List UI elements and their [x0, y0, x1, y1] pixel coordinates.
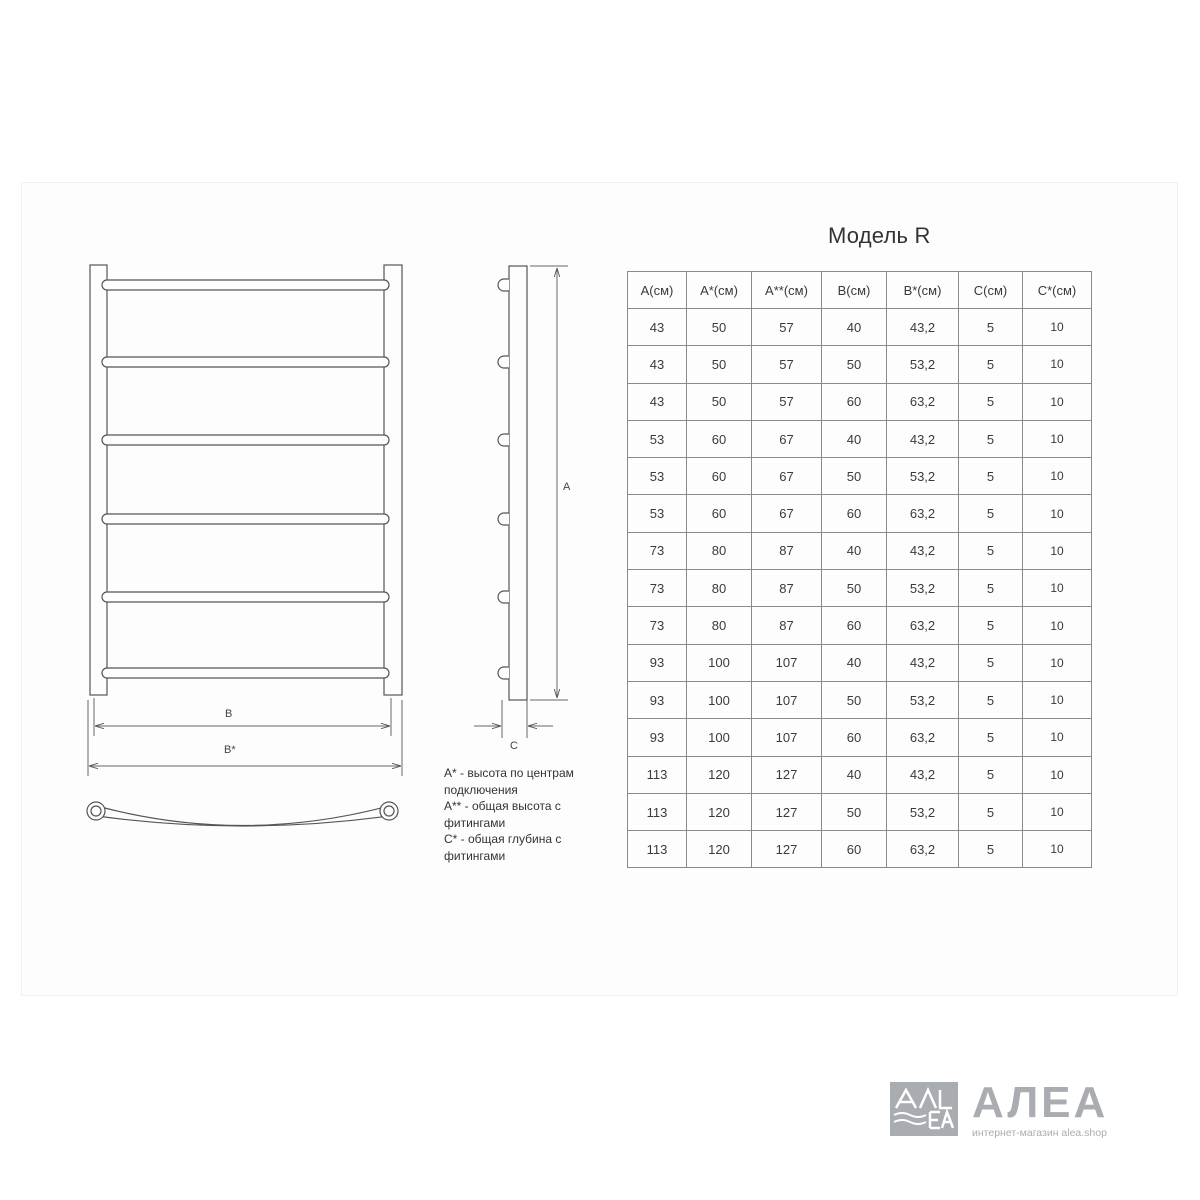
table-cell: 5	[959, 719, 1023, 756]
table-cell: 120	[687, 756, 752, 793]
table-row	[628, 681, 1092, 718]
table-row	[628, 458, 1092, 495]
table-cell: 53,2	[887, 458, 959, 495]
table-cell: 10	[1023, 495, 1092, 532]
table-cell: 53,2	[887, 346, 959, 383]
rung	[102, 514, 389, 524]
side-post	[509, 266, 527, 700]
note-c-star: C* - общая глубина с фитингами	[444, 832, 562, 863]
table-cell: 10	[1023, 309, 1092, 346]
table-cell: 53,2	[887, 570, 959, 607]
table-cell: 60	[687, 495, 752, 532]
note-a-star: A* - высота по центрам подключения	[444, 766, 574, 797]
table-cell: 50	[822, 346, 887, 383]
table-cell: 67	[752, 458, 822, 495]
table-cell: 93	[628, 719, 687, 756]
rung	[102, 592, 389, 602]
table-row	[628, 719, 1092, 756]
table-cell: 40	[822, 644, 887, 681]
table-cell: 43,2	[887, 420, 959, 457]
table-cell: 63,2	[887, 607, 959, 644]
table-cell: 10	[1023, 607, 1092, 644]
table-cell: 43,2	[887, 756, 959, 793]
table-row	[628, 644, 1092, 681]
label-c: C	[510, 740, 518, 752]
table-row	[628, 607, 1092, 644]
table-cell: 63,2	[887, 383, 959, 420]
table-row	[628, 383, 1092, 420]
table-cell: 53	[628, 495, 687, 532]
table-cell: 5	[959, 532, 1023, 569]
table-cell: 5	[959, 458, 1023, 495]
table-cell: 80	[687, 570, 752, 607]
table-cell: 5	[959, 383, 1023, 420]
table-cell: 43,2	[887, 644, 959, 681]
note-a-double-star: A** - общая высота с фитингами	[444, 799, 561, 830]
table-row	[628, 831, 1092, 868]
rung-stub	[498, 513, 509, 525]
table-cell: 5	[959, 495, 1023, 532]
table-cell: 60	[822, 383, 887, 420]
rung-stub	[498, 591, 509, 603]
table-cell: 60	[687, 420, 752, 457]
table-cell: 50	[822, 793, 887, 830]
table-cell: 50	[822, 458, 887, 495]
table-cell: 10	[1023, 458, 1092, 495]
table-cell: 10	[1023, 346, 1092, 383]
table-cell: 50	[687, 346, 752, 383]
table-cell: 10	[1023, 644, 1092, 681]
table-cell: 40	[822, 420, 887, 457]
label-b: B	[225, 708, 233, 720]
header-b-star: B*(см)	[887, 272, 959, 309]
table-cell: 53	[628, 420, 687, 457]
table-row	[628, 793, 1092, 830]
table-cell: 10	[1023, 719, 1092, 756]
table-row	[628, 756, 1092, 793]
header-a: A(см)	[628, 272, 687, 309]
table-cell: 5	[959, 644, 1023, 681]
label-b-star: B*	[224, 744, 236, 756]
table-cell: 57	[752, 383, 822, 420]
table-cell: 107	[752, 681, 822, 718]
table-body	[628, 309, 1092, 868]
rung-stub	[498, 356, 509, 368]
table-cell: 5	[959, 793, 1023, 830]
table-header-row	[628, 272, 1092, 309]
top-view	[87, 802, 398, 826]
table-cell: 127	[752, 756, 822, 793]
header-b: B(см)	[822, 272, 887, 309]
table-cell: 113	[628, 756, 687, 793]
table-cell: 5	[959, 309, 1023, 346]
table-cell: 40	[822, 309, 887, 346]
table-cell: 80	[687, 532, 752, 569]
table-cell: 60	[822, 607, 887, 644]
table-cell: 50	[687, 383, 752, 420]
table-cell: 10	[1023, 793, 1092, 830]
table-cell: 5	[959, 570, 1023, 607]
table-cell: 5	[959, 607, 1023, 644]
rung-stub	[498, 279, 509, 291]
header-a-star: A*(см)	[687, 272, 752, 309]
table-cell: 127	[752, 793, 822, 830]
table-cell: 107	[752, 719, 822, 756]
table-cell: 107	[752, 644, 822, 681]
table-cell: 113	[628, 793, 687, 830]
table-cell: 40	[822, 756, 887, 793]
table-cell: 113	[628, 831, 687, 868]
table-cell: 60	[822, 831, 887, 868]
table-cell: 73	[628, 607, 687, 644]
table-cell: 93	[628, 681, 687, 718]
table-row	[628, 495, 1092, 532]
table-cell: 40	[822, 532, 887, 569]
logo-name: АЛЕА	[972, 1078, 1109, 1127]
table-cell: 5	[959, 681, 1023, 718]
table-cell: 120	[687, 831, 752, 868]
table-cell: 53	[628, 458, 687, 495]
table-cell: 100	[687, 681, 752, 718]
side-stubs	[498, 279, 509, 679]
table-cell: 10	[1023, 570, 1092, 607]
table-cell: 5	[959, 346, 1023, 383]
table-cell: 63,2	[887, 719, 959, 756]
table-cell: 53,2	[887, 793, 959, 830]
table-cell: 5	[959, 831, 1023, 868]
table-cell: 43,2	[887, 532, 959, 569]
rung	[102, 280, 389, 290]
table-row	[628, 346, 1092, 383]
table-cell: 63,2	[887, 495, 959, 532]
side-view	[498, 266, 527, 700]
rung	[102, 668, 389, 678]
table-row	[628, 420, 1092, 457]
table-row	[628, 309, 1092, 346]
table-cell: 120	[687, 793, 752, 830]
table-cell: 67	[752, 420, 822, 457]
table-cell: 50	[687, 309, 752, 346]
table-cell: 60	[822, 719, 887, 756]
table-cell: 60	[687, 458, 752, 495]
logo-subtitle: интернет-магазин alea.shop	[972, 1127, 1107, 1139]
left-post	[90, 265, 107, 695]
table-cell: 43	[628, 383, 687, 420]
dimension-notes	[444, 765, 614, 864]
table-cell: 127	[752, 831, 822, 868]
rung-stub	[498, 667, 509, 679]
table-cell: 57	[752, 346, 822, 383]
table-cell: 10	[1023, 383, 1092, 420]
table-cell: 100	[687, 719, 752, 756]
table-cell: 50	[822, 681, 887, 718]
size-table	[627, 271, 1092, 868]
rungs	[102, 280, 389, 678]
table-cell: 5	[959, 420, 1023, 457]
table-cell: 67	[752, 495, 822, 532]
table-cell: 10	[1023, 831, 1092, 868]
table-cell: 100	[687, 644, 752, 681]
table-cell: 87	[752, 570, 822, 607]
logo-mark-icon	[890, 1082, 958, 1136]
table-row	[628, 570, 1092, 607]
table-cell: 10	[1023, 532, 1092, 569]
right-post	[384, 265, 402, 695]
rung	[102, 435, 389, 445]
table-row	[628, 532, 1092, 569]
table-cell: 63,2	[887, 831, 959, 868]
table-cell: 93	[628, 644, 687, 681]
table-cell: 43,2	[887, 309, 959, 346]
table-cell: 60	[822, 495, 887, 532]
front-view	[90, 265, 402, 695]
table-cell: 43	[628, 309, 687, 346]
table-cell: 87	[752, 532, 822, 569]
table-cell: 73	[628, 532, 687, 569]
header-c: C(см)	[959, 272, 1023, 309]
rung-stub	[498, 434, 509, 446]
table-cell: 53,2	[887, 681, 959, 718]
table-title: Модель R	[828, 223, 931, 248]
table-cell: 10	[1023, 681, 1092, 718]
table-cell: 5	[959, 756, 1023, 793]
table-cell: 50	[822, 570, 887, 607]
table-cell: 57	[752, 309, 822, 346]
table-cell: 87	[752, 607, 822, 644]
rung	[102, 357, 389, 367]
table-cell: 10	[1023, 420, 1092, 457]
table-cell: 43	[628, 346, 687, 383]
label-a: A	[563, 481, 571, 493]
table-cell: 73	[628, 570, 687, 607]
header-c-star: C*(см)	[1023, 272, 1092, 309]
table-cell: 80	[687, 607, 752, 644]
table-cell: 10	[1023, 756, 1092, 793]
header-a-double-star: A**(см)	[752, 272, 822, 309]
